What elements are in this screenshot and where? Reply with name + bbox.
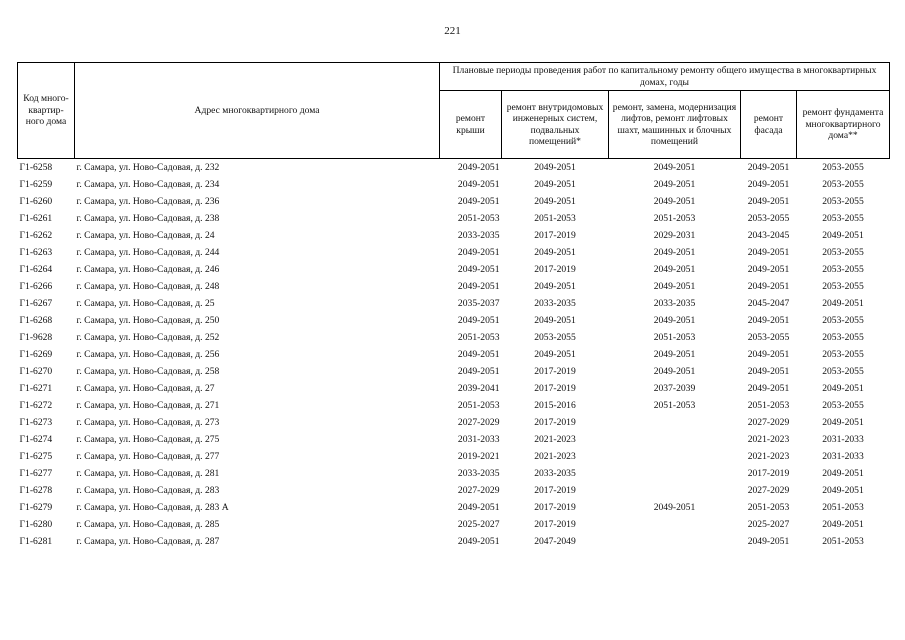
systems-period: 2017-2019 [534,485,576,496]
roof-period: 2049-2051 [457,247,500,258]
lifts-period [609,431,741,448]
foundation-period: 2049-2051 [822,417,864,428]
facade-period: 2027-2029 [747,485,790,496]
house-code: Г1-6261 [19,213,53,224]
header-engineering-systems: ремонт внутридомовых инженерных систем, подвальных помещений* [502,91,609,159]
systems-period: 2049-2051 [534,162,576,173]
lifts-period [609,465,741,482]
systems-period: 2017-2019 [534,383,576,394]
lifts-period [609,448,741,465]
facade-period: 2021-2023 [747,451,790,462]
house-address: г. Самара, ул. Ново-Садовая, д. 281 [76,468,220,479]
house-code: Г1-6277 [19,468,53,479]
house-address: г. Самара, ул. Ново-Садовая, д. 283 А [76,502,229,513]
systems-period: 2047-2049 [534,536,576,547]
header-roof: ремонт крыши [440,91,502,159]
table-row [18,431,890,448]
facade-period: 2045-2047 [747,298,790,309]
facade-period: 2053-2055 [747,213,790,224]
facade-period: 2049-2051 [747,247,790,258]
house-code: Г1-6272 [19,400,53,411]
lifts-period: 2049-2051 [653,196,696,207]
systems-period: 2053-2055 [534,332,576,343]
facade-period: 2051-2053 [747,502,790,513]
house-code: Г1-6268 [19,315,53,326]
systems-period: 2021-2023 [534,434,576,445]
house-code: Г1-9628 [19,332,53,343]
facade-period: 2053-2055 [747,332,790,343]
systems-period: 2049-2051 [534,179,576,190]
lifts-period: 2051-2053 [653,213,696,224]
lifts-period: 2037-2039 [653,383,696,394]
systems-period: 2049-2051 [534,315,576,326]
facade-period: 2049-2051 [747,315,790,326]
systems-period: 2049-2051 [534,281,576,292]
foundation-period: 2053-2055 [822,349,864,360]
table-row [18,346,890,363]
foundation-period: 2053-2055 [822,213,864,224]
lifts-period: 2049-2051 [653,179,696,190]
table-row [18,414,890,431]
foundation-period: 2051-2053 [822,502,864,513]
roof-period: 2033-2035 [457,468,500,479]
facade-period: 2049-2051 [747,383,790,394]
foundation-period: 2053-2055 [822,281,864,292]
header-address: Адрес многоквартирного дома [75,63,440,159]
foundation-period: 2053-2055 [822,332,864,343]
table-row [18,312,890,329]
house-code: Г1-6281 [19,536,53,547]
house-code: Г1-6259 [19,179,53,190]
table-row [18,448,890,465]
page-number: 221 [444,25,461,37]
systems-period: 2017-2019 [534,519,576,530]
house-code: Г1-6280 [19,519,53,530]
table-row [18,482,890,499]
foundation-period: 2049-2051 [822,468,864,479]
table-body [18,159,890,551]
header-planned-periods: Плановые периоды проведения работ по капитальному ремонту общего имущества в многоквартирных домах, годы [440,63,890,91]
facade-period: 2049-2051 [747,162,790,173]
lifts-period: 2049-2051 [653,366,696,377]
house-code: Г1-6279 [19,502,53,513]
systems-period: 2049-2051 [534,349,576,360]
lifts-period: 2051-2053 [653,400,696,411]
systems-period: 2049-2051 [534,247,576,258]
systems-period: 2017-2019 [534,366,576,377]
systems-period: 2017-2019 [534,417,576,428]
table-row [18,516,890,533]
header-code: Код много-квартир-ного дома [18,63,75,159]
house-address: г. Самара, ул. Ново-Садовая, д. 250 [76,315,220,326]
systems-period: 2021-2023 [534,451,576,462]
house-address: г. Самара, ул. Ново-Садовая, д. 256 [76,349,220,360]
foundation-period: 2053-2055 [822,196,864,207]
foundation-period: 2049-2051 [822,230,864,241]
house-address: г. Самара, ул. Ново-Садовая, д. 271 [76,400,220,411]
table-row [18,363,890,380]
systems-period: 2015-2016 [534,400,576,411]
house-address: г. Самара, ул. Ново-Садовая, д. 24 [76,230,215,241]
facade-period: 2043-2045 [747,230,790,241]
table-row [18,227,890,244]
roof-period: 2035-2037 [457,298,500,309]
house-code: Г1-6271 [19,383,53,394]
house-address: г. Самара, ул. Ново-Садовая, д. 232 [76,162,220,173]
roof-period: 2019-2021 [457,451,500,462]
lifts-period: 2049-2051 [653,502,696,513]
lifts-period: 2049-2051 [653,264,696,275]
systems-period: 2017-2019 [534,502,576,513]
foundation-period: 2053-2055 [822,179,864,190]
table-row [18,159,890,177]
facade-period: 2017-2019 [747,468,790,479]
foundation-period: 2031-2033 [822,451,864,462]
roof-period: 2049-2051 [457,536,500,547]
house-address: г. Самара, ул. Ново-Садовая, д. 285 [76,519,220,530]
roof-period: 2051-2053 [457,400,500,411]
house-code: Г1-6263 [19,247,53,258]
foundation-period: 2053-2055 [822,400,864,411]
roof-period: 2049-2051 [457,196,500,207]
roof-period: 2025-2027 [457,519,500,530]
roof-period: 2049-2051 [457,366,500,377]
house-code: Г1-6270 [19,366,53,377]
facade-period: 2027-2029 [747,417,790,428]
lifts-period [609,414,741,431]
facade-period: 2049-2051 [747,349,790,360]
table-row [18,380,890,397]
table-row [18,295,890,312]
roof-period: 2049-2051 [457,264,500,275]
table-row [18,533,890,550]
header-foundation: ремонт фундамента многоквартирного дома** [797,91,890,159]
facade-period: 2049-2051 [747,536,790,547]
house-code: Г1-6274 [19,434,53,445]
foundation-period: 2049-2051 [822,519,864,530]
roof-period: 2051-2053 [457,213,500,224]
systems-period: 2017-2019 [534,264,576,275]
roof-period: 2049-2051 [457,502,500,513]
roof-period: 2049-2051 [457,281,500,292]
facade-period: 2049-2051 [747,366,790,377]
house-address: г. Самара, ул. Ново-Садовая, д. 234 [76,179,220,190]
table-row [18,176,890,193]
foundation-period: 2031-2033 [822,434,864,445]
foundation-period: 2051-2053 [822,536,864,547]
header-lifts: ремонт, замена, модернизация лифтов, ремонт лифтовых шахт, машинных и блочных помещений [609,91,741,159]
foundation-period: 2049-2051 [822,298,864,309]
house-address: г. Самара, ул. Ново-Садовая, д. 252 [76,332,220,343]
lifts-period: 2049-2051 [653,349,696,360]
house-code: Г1-6273 [19,417,53,428]
facade-period: 2049-2051 [747,264,790,275]
foundation-period: 2049-2051 [822,383,864,394]
roof-period: 2027-2029 [457,485,500,496]
lifts-period: 2033-2035 [653,298,696,309]
table-row [18,499,890,516]
lifts-period: 2049-2051 [653,281,696,292]
table-row [18,329,890,346]
lifts-period: 2049-2051 [653,315,696,326]
house-address: г. Самара, ул. Ново-Садовая, д. 273 [76,417,220,428]
facade-period: 2021-2023 [747,434,790,445]
house-code: Г1-6267 [19,298,53,309]
house-code: Г1-6275 [19,451,53,462]
roof-period: 2049-2051 [457,349,500,360]
table-row [18,397,890,414]
facade-period: 2049-2051 [747,196,790,207]
systems-period: 2049-2051 [534,196,576,207]
house-code: Г1-6278 [19,485,53,496]
systems-period: 2033-2035 [534,298,576,309]
foundation-period: 2053-2055 [822,315,864,326]
table-row [18,261,890,278]
systems-period: 2051-2053 [534,213,576,224]
header-facade: ремонт фасада [741,91,797,159]
table-row [18,278,890,295]
facade-period: 2025-2027 [747,519,790,530]
house-address: г. Самара, ул. Ново-Садовая, д. 236 [76,196,220,207]
table-row [18,210,890,227]
house-address: г. Самара, ул. Ново-Садовая, д. 238 [76,213,220,224]
table-row [18,244,890,261]
roof-period: 2051-2053 [457,332,500,343]
table-row [18,193,890,210]
roof-period: 2031-2033 [457,434,500,445]
house-address: г. Самара, ул. Ново-Садовая, д. 258 [76,366,220,377]
house-address: г. Самара, ул. Ново-Садовая, д. 246 [76,264,220,275]
lifts-period [609,533,741,550]
house-address: г. Самара, ул. Ново-Садовая, д. 27 [76,383,215,394]
house-address: г. Самара, ул. Ново-Садовая, д. 248 [76,281,220,292]
house-code: Г1-6269 [19,349,53,360]
repair-schedule-table [17,62,890,550]
house-code: Г1-6264 [19,264,53,275]
house-address: г. Самара, ул. Ново-Садовая, д. 275 [76,434,220,445]
house-code: Г1-6262 [19,230,53,241]
roof-period: 2049-2051 [457,179,500,190]
facade-period: 2051-2053 [747,400,790,411]
house-address: г. Самара, ул. Ново-Садовая, д. 244 [76,247,220,258]
table-row [18,465,890,482]
foundation-period: 2053-2055 [822,366,864,377]
house-address: г. Самара, ул. Ново-Садовая, д. 287 [76,536,220,547]
foundation-period: 2049-2051 [822,485,864,496]
house-code: Г1-6260 [19,196,53,207]
house-code: Г1-6258 [19,162,53,173]
house-address: г. Самара, ул. Ново-Садовая, д. 25 [76,298,215,309]
lifts-period: 2049-2051 [653,162,696,173]
house-code: Г1-6266 [19,281,53,292]
systems-period: 2033-2035 [534,468,576,479]
table-header [18,63,890,159]
lifts-period: 2029-2031 [653,230,696,241]
roof-period: 2039-2041 [457,383,500,394]
foundation-period: 2053-2055 [822,264,864,275]
lifts-period [609,516,741,533]
lifts-period [609,482,741,499]
roof-period: 2049-2051 [457,315,500,326]
lifts-period: 2051-2053 [653,332,696,343]
foundation-period: 2053-2055 [822,162,864,173]
house-address: г. Самара, ул. Ново-Садовая, д. 283 [76,485,220,496]
roof-period: 2049-2051 [457,162,500,173]
systems-period: 2017-2019 [534,230,576,241]
roof-period: 2027-2029 [457,417,500,428]
roof-period: 2033-2035 [457,230,500,241]
facade-period: 2049-2051 [747,179,790,190]
lifts-period: 2049-2051 [653,247,696,258]
facade-period: 2049-2051 [747,281,790,292]
house-address: г. Самара, ул. Ново-Садовая, д. 277 [76,451,220,462]
foundation-period: 2053-2055 [822,247,864,258]
